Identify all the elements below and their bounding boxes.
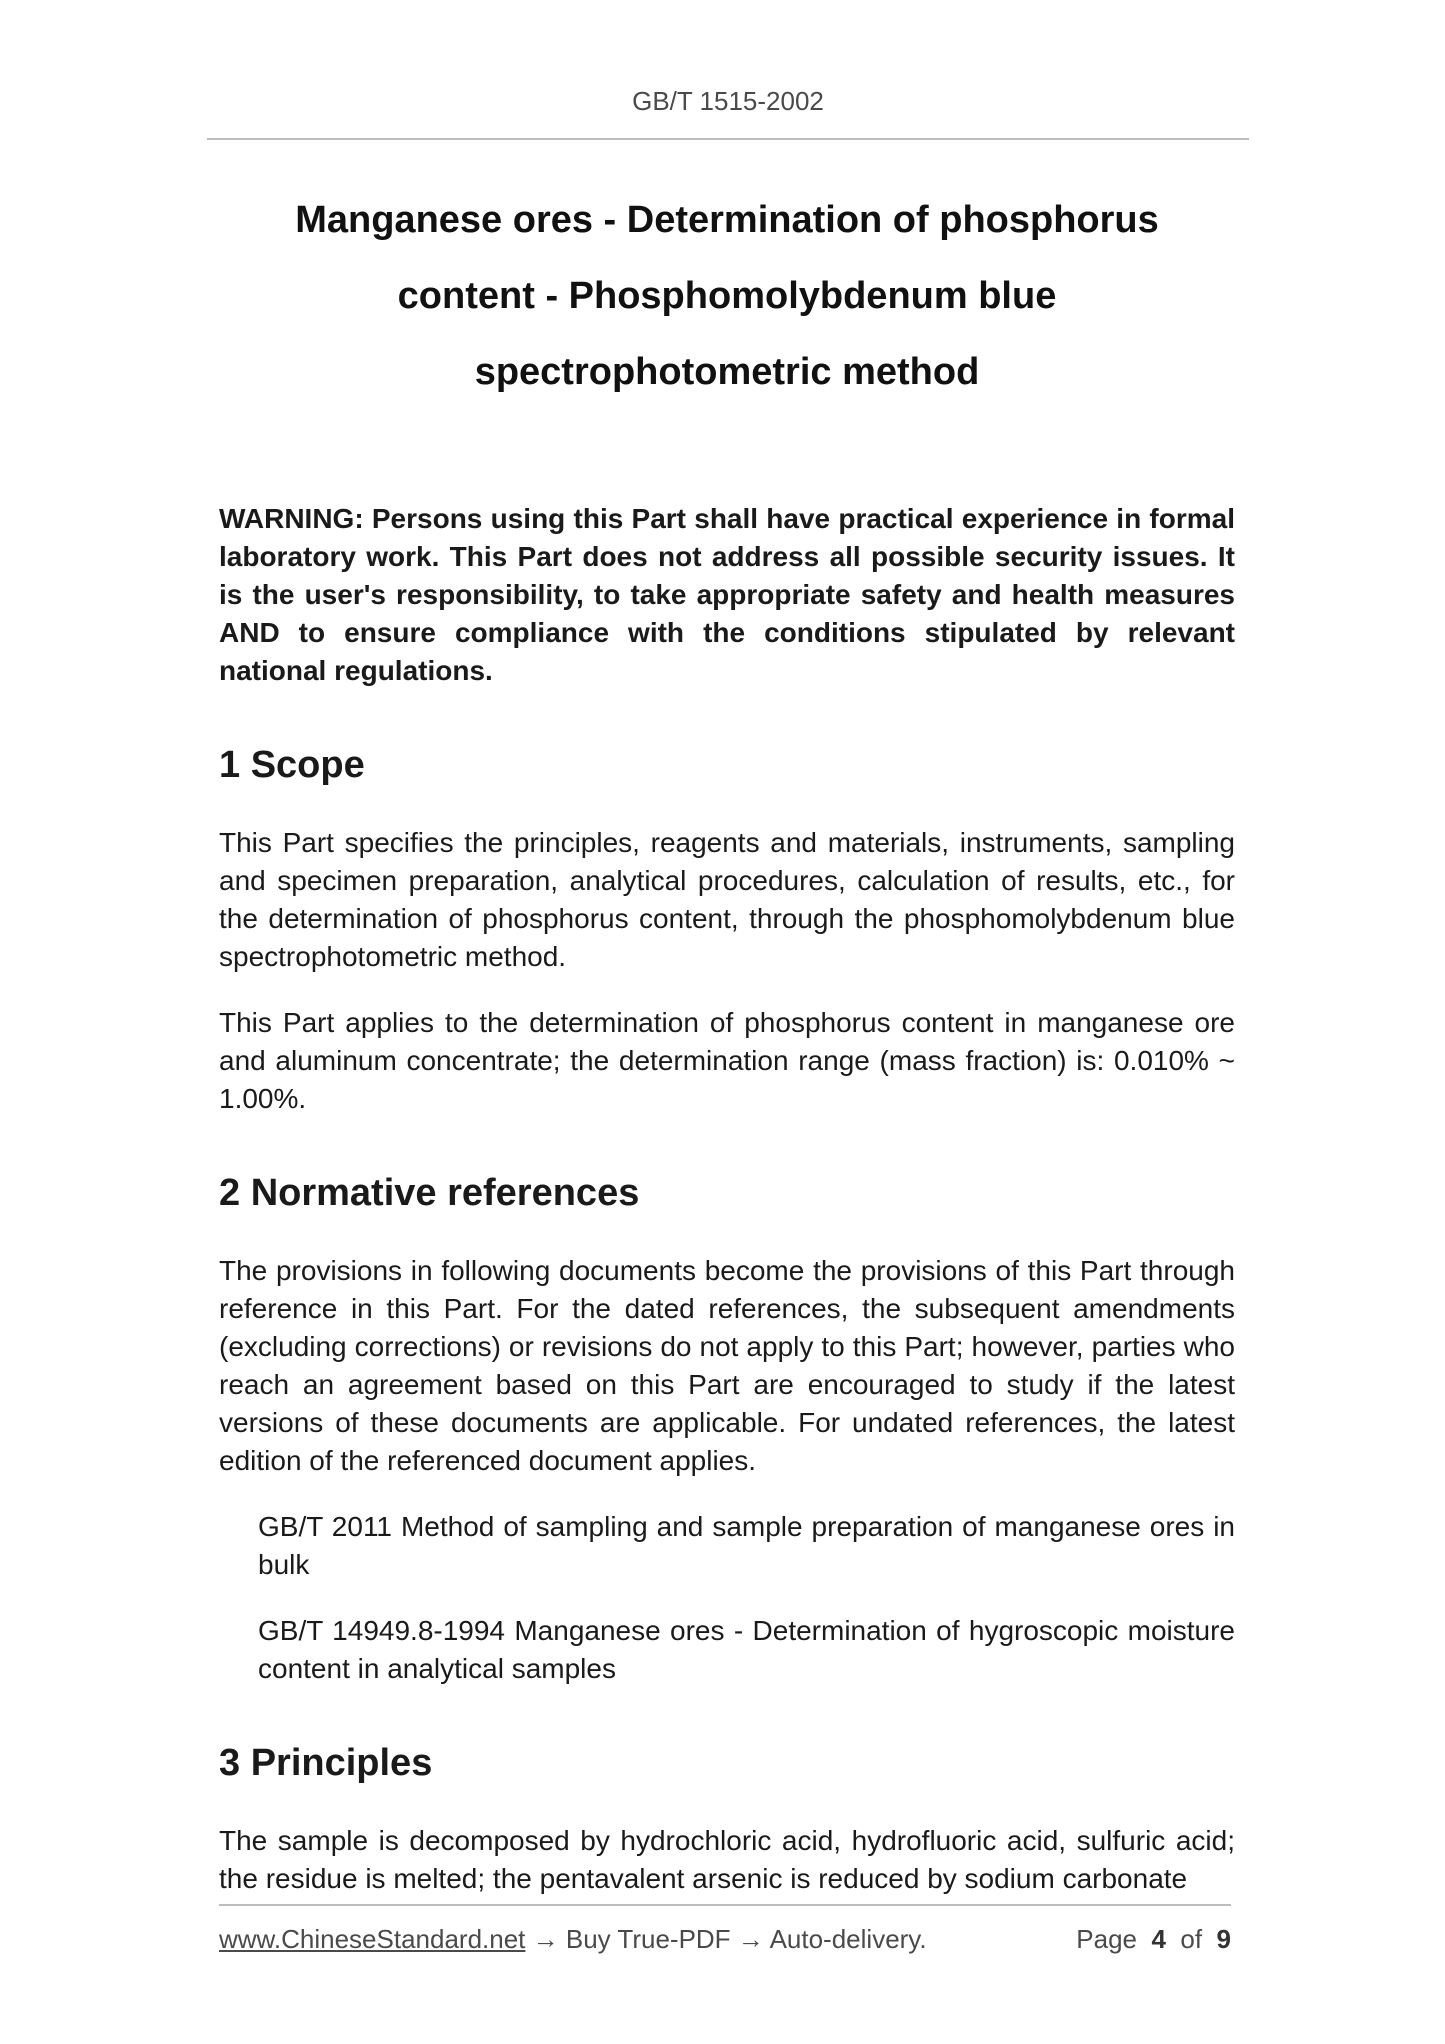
page-total: 9	[1216, 1924, 1231, 1954]
document-body	[219, 182, 1235, 1898]
reference-item: GB/T 2011 Method of sampling and sample preparation of manganese ores in bulk	[258, 1511, 1235, 1580]
reference-item: GB/T 14949.8-1994 Manganese ores - Determination of hygroscopic moisture content in analytical samples	[258, 1615, 1235, 1684]
page-label: Page	[1076, 1924, 1138, 1954]
footer-tagline: → Buy True-PDF → Auto-delivery.	[525, 1924, 927, 1954]
section-heading-normative-references: 2 Normative references	[219, 1172, 640, 1214]
website-link[interactable]: www.ChineseStandard.net	[219, 1924, 526, 1954]
safety-warning: WARNING: Persons using this Part shall have practical experience in formal laboratory work. This Part does not address all possible security issues. It is the user's responsibility, to take appropriate safety and health measures AND to ensure compliance with the conditions stipulated by relevant national regulations.	[219, 503, 1235, 686]
page-header-doc-code: GB/T 1515-2002	[632, 86, 824, 116]
section-heading-principles: 3 Principles	[219, 1742, 433, 1784]
footer-divider	[219, 1904, 1231, 1906]
scope-paragraph: This Part applies to the determination of phosphorus content in manganese ore and aluminum concentrate; the determination range (mass fraction) is: 0.010% ~ 1.00%.	[219, 1007, 1235, 1114]
header-divider	[207, 138, 1249, 140]
section-heading-scope: 1 Scope	[219, 744, 365, 786]
page-number	[1076, 1924, 1231, 1955]
page-current: 4	[1151, 1924, 1166, 1954]
title-line: Manganese ores - Determination of phosphorus	[295, 199, 1159, 241]
page-of-label: of	[1180, 1924, 1203, 1954]
references-paragraph: The provisions in following documents become the provisions of this Part through reference in this Part. For the dated references, the subsequent amendments (excluding corrections) or revisions do not apply to this Part; however, parties who reach an agreement based on this Part are encouraged to study if the latest versions of these documents are applicable. For undated references, the latest edition of the referenced document applies.	[219, 1255, 1235, 1476]
scope-paragraph: This Part specifies the principles, reagents and materials, instruments, sampling and specimen preparation, analytical procedures, calculation of results, etc., for the determination of phosphorus content, through the phosphomolybdenum blue spectrophotometric method.	[219, 827, 1235, 972]
footer-promo	[219, 1924, 927, 1955]
document-title	[219, 182, 1235, 410]
principles-paragraph: The sample is decomposed by hydrochloric acid, hydrofluoric acid, sulfuric acid; the residue is melted; the pentavalent arsenic is reduced by sodium carbonate	[219, 1825, 1235, 1894]
title-line: spectrophotometric method	[474, 351, 980, 393]
title-line: content - Phosphomolybdenum blue	[397, 275, 1057, 317]
